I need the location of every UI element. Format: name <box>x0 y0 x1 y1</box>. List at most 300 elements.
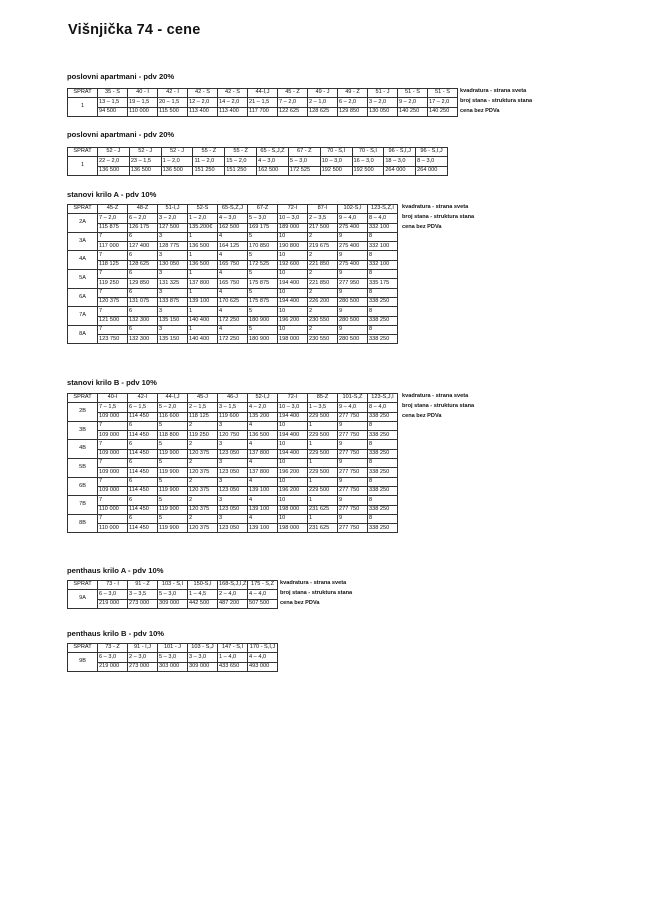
unit-type-header: 44-I,J <box>158 394 188 403</box>
price-cell: 120 375 <box>188 468 218 477</box>
unit-type-header: 65-S,Z,J <box>218 205 248 214</box>
price-cell: 136 500 <box>188 260 218 269</box>
unit-cell: 2 – 1,0 <box>308 98 338 107</box>
price-cell: 264 000 <box>416 166 448 175</box>
price-cell: 335 175 <box>368 279 398 288</box>
section-title: stanovi krilo B - pdv 10% <box>67 378 157 387</box>
unit-cell: 6 <box>128 459 158 468</box>
unit-cell: 2 <box>188 459 218 468</box>
unit-type-header: 70 - S,I <box>352 148 384 157</box>
unit-row <box>68 232 398 241</box>
price-cell: 442 500 <box>188 599 218 608</box>
price-cell: 115 500 <box>158 107 188 116</box>
unit-cell: 5 – 3,0 <box>158 590 188 599</box>
unit-cell: 4 <box>218 232 248 241</box>
unit-type-header: 170 - S,I,J <box>248 644 278 653</box>
unit-cell: 11 – 2,0 <box>193 157 225 166</box>
unit-cell: 21 – 1,5 <box>248 98 278 107</box>
unit-cell: 10 <box>278 307 308 316</box>
header-row <box>68 644 278 653</box>
unit-cell: 22 – 2,0 <box>98 157 130 166</box>
unit-cell: 4 <box>248 477 278 486</box>
unit-cell: 2 <box>188 440 218 449</box>
unit-row <box>68 288 398 297</box>
price-row <box>68 486 398 495</box>
header-row <box>68 394 398 403</box>
price-cell: 129 850 <box>128 279 158 288</box>
price-cell: 277 750 <box>338 468 368 477</box>
price-row <box>68 242 398 251</box>
price-cell: 123 050 <box>218 524 248 533</box>
price-cell: 338 250 <box>368 335 398 344</box>
unit-cell: 10 <box>278 477 308 486</box>
unit-cell: 8 <box>368 514 398 523</box>
price-cell: 140 400 <box>188 335 218 344</box>
unit-cell: 1 – 4,0 <box>218 653 248 662</box>
unit-cell: 7 <box>98 251 128 260</box>
unit-cell: 5 <box>158 421 188 430</box>
unit-cell: 5 – 2,0 <box>158 403 188 412</box>
price-cell: 136 500 <box>98 166 130 175</box>
unit-cell: 7 <box>98 477 128 486</box>
unit-row <box>68 496 398 505</box>
price-cell: 119 600 <box>218 412 248 421</box>
unit-type-header: 52-S <box>188 205 218 214</box>
unit-cell: 3 <box>158 288 188 297</box>
unit-cell: 4 <box>248 421 278 430</box>
unit-cell: 7 – 2,0 <box>278 98 308 107</box>
unit-row <box>68 653 278 662</box>
unit-cell: 1 <box>308 496 338 505</box>
unit-type-header: 85-Z <box>308 394 338 403</box>
unit-cell: 4 <box>218 270 248 279</box>
legend-line: broj stana - struktura stana <box>460 98 533 104</box>
price-cell: 221 850 <box>308 279 338 288</box>
price-cell: 119 900 <box>158 505 188 514</box>
unit-cell: 6 <box>128 232 158 241</box>
unit-cell: 6 – 1,5 <box>128 403 158 412</box>
price-cell: 132 300 <box>128 335 158 344</box>
unit-cell: 6 <box>128 496 158 505</box>
price-cell: 109 000 <box>98 431 128 440</box>
unit-cell: 23 – 1,5 <box>129 157 161 166</box>
unit-type-header: 103 - S,J <box>188 644 218 653</box>
section-title: penthaus krilo B - pdv 10% <box>67 629 165 638</box>
unit-cell: 7 – 2,0 <box>98 214 128 223</box>
unit-type-header: 91 - Z <box>128 581 158 590</box>
unit-cell: 10 <box>278 459 308 468</box>
unit-cell: 8 – 4,0 <box>368 214 398 223</box>
unit-cell: 20 – 1,5 <box>158 98 188 107</box>
price-cell: 229 500 <box>308 449 338 458</box>
unit-cell: 4 <box>248 496 278 505</box>
price-cell: 189 000 <box>278 223 308 232</box>
unit-cell: 2 – 3,5 <box>308 214 338 223</box>
legend-line: cena bez PDVa <box>280 600 320 606</box>
unit-cell: 10 <box>278 421 308 430</box>
unit-cell: 13 – 1,5 <box>98 98 128 107</box>
unit-cell: 4 <box>218 288 248 297</box>
price-cell: 221 850 <box>308 260 338 269</box>
unit-cell: 9 <box>338 307 368 316</box>
unit-cell: 10 <box>278 251 308 260</box>
unit-cell: 9 – 4,0 <box>338 403 368 412</box>
unit-cell: 12 – 2,0 <box>188 98 218 107</box>
price-cell: 120 375 <box>98 297 128 306</box>
price-cell: 194 400 <box>278 431 308 440</box>
price-cell: 123 050 <box>218 449 248 458</box>
price-cell: 140 250 <box>428 107 458 116</box>
price-cell: 123 050 <box>218 486 248 495</box>
unit-cell: 5 <box>158 440 188 449</box>
price-cell: 175 875 <box>248 297 278 306</box>
floor-header: SPRAT <box>68 89 98 98</box>
floor-label: 5A <box>68 270 98 289</box>
price-cell: 190 800 <box>278 242 308 251</box>
unit-type-header: 101 - J <box>158 644 188 653</box>
unit-type-header: 46-J <box>218 394 248 403</box>
unit-cell: 6 – 3,0 <box>98 590 128 599</box>
legend-line: kvadratura - strana sveta <box>402 204 469 210</box>
unit-cell: 7 <box>98 232 128 241</box>
price-cell: 139 100 <box>248 505 278 514</box>
legend-line: broj stana - struktura stana <box>402 403 475 409</box>
price-cell: 119 900 <box>158 486 188 495</box>
unit-cell: 10 <box>278 496 308 505</box>
unit-cell: 9 <box>338 270 368 279</box>
price-cell: 338 250 <box>368 449 398 458</box>
unit-type-header: 65 - S,J,Z <box>257 148 289 157</box>
unit-cell: 15 – 2,0 <box>225 157 257 166</box>
price-cell: 170 625 <box>218 297 248 306</box>
price-cell: 332 100 <box>368 242 398 251</box>
price-table <box>67 204 398 344</box>
unit-type-header: 35 - S <box>98 89 128 98</box>
price-cell: 119 900 <box>158 468 188 477</box>
page-title: Višnjička 74 - cene <box>68 22 201 38</box>
price-cell: 275 400 <box>338 260 368 269</box>
unit-cell: 2 <box>308 325 338 334</box>
price-cell: 120 375 <box>188 449 218 458</box>
price-cell: 109 000 <box>98 449 128 458</box>
unit-cell: 6 <box>128 288 158 297</box>
price-cell: 113 400 <box>188 107 218 116</box>
price-cell: 114 450 <box>128 486 158 495</box>
unit-cell: 17 – 2,0 <box>428 98 458 107</box>
unit-cell: 7 <box>98 307 128 316</box>
unit-type-header: 51-I,J <box>158 205 188 214</box>
price-cell: 117 700 <box>248 107 278 116</box>
price-cell: 277 750 <box>338 431 368 440</box>
price-cell: 172 250 <box>218 316 248 325</box>
unit-type-header: 52 - J <box>161 148 193 157</box>
price-cell: 114 450 <box>128 412 158 421</box>
unit-cell: 2 – 1,5 <box>188 403 218 412</box>
unit-cell: 8 <box>368 496 398 505</box>
unit-type-header: 49 - Z <box>338 89 368 98</box>
legend-line: kvadratura - strana sveta <box>460 88 527 94</box>
unit-row <box>68 157 448 166</box>
price-cell: 229 500 <box>308 412 338 421</box>
unit-cell: 10 <box>278 232 308 241</box>
unit-type-header: 40 - I <box>128 89 158 98</box>
unit-cell: 10 <box>278 514 308 523</box>
unit-cell: 1 <box>308 514 338 523</box>
price-row <box>68 223 398 232</box>
unit-cell: 16 – 3,0 <box>352 157 384 166</box>
unit-cell: 9 <box>338 440 368 449</box>
price-cell: 273 000 <box>128 599 158 608</box>
price-cell: 280 500 <box>338 335 368 344</box>
price-cell: 119 250 <box>188 431 218 440</box>
floor-label: 6A <box>68 288 98 307</box>
price-cell: 194 400 <box>278 279 308 288</box>
price-cell: 137 800 <box>248 449 278 458</box>
unit-type-header: 42-I <box>128 394 158 403</box>
unit-type-header: 73 - I <box>98 581 128 590</box>
price-cell: 169 175 <box>248 223 278 232</box>
price-cell: 487 200 <box>218 599 248 608</box>
price-table <box>67 580 278 609</box>
unit-cell: 3 <box>158 307 188 316</box>
unit-row <box>68 403 398 412</box>
price-cell: 119 900 <box>158 524 188 533</box>
unit-type-header: 96 - S,I,J <box>384 148 416 157</box>
unit-type-header: 55 - Z <box>193 148 225 157</box>
unit-cell: 1 <box>308 440 338 449</box>
unit-cell: 1 – 2,0 <box>161 157 193 166</box>
unit-cell: 7 <box>98 325 128 334</box>
unit-cell: 7 <box>98 514 128 523</box>
unit-cell: 3 – 2,0 <box>158 214 188 223</box>
floor-label: 1 <box>68 98 98 117</box>
unit-cell: 5 <box>158 496 188 505</box>
unit-cell: 9 <box>338 421 368 430</box>
price-row <box>68 412 398 421</box>
price-cell: 198 000 <box>278 524 308 533</box>
floor-label: 3B <box>68 421 98 440</box>
unit-row <box>68 459 398 468</box>
unit-cell: 5 – 3,0 <box>248 214 278 223</box>
price-cell: 172 525 <box>288 166 320 175</box>
unit-cell: 3 <box>218 514 248 523</box>
price-cell: 277 750 <box>338 412 368 421</box>
price-table <box>67 393 398 533</box>
unit-type-header: 87-I <box>308 205 338 214</box>
unit-cell: 8 <box>368 251 398 260</box>
header-row <box>68 148 448 157</box>
price-cell: 137 800 <box>248 468 278 477</box>
price-row <box>68 279 398 288</box>
floor-label: 4B <box>68 440 98 459</box>
unit-cell: 8 <box>368 307 398 316</box>
price-cell: 172 525 <box>248 260 278 269</box>
unit-type-header: 123-S,J,I <box>368 394 398 403</box>
unit-cell: 3 – 3,5 <box>128 590 158 599</box>
unit-cell: 5 <box>248 251 278 260</box>
price-table <box>67 88 458 117</box>
unit-cell: 5 <box>248 325 278 334</box>
price-cell: 165 750 <box>218 279 248 288</box>
price-row <box>68 431 398 440</box>
floor-label: 8B <box>68 514 98 533</box>
unit-cell: 3 <box>158 251 188 260</box>
price-cell: 130 050 <box>368 107 398 116</box>
price-cell: 128 625 <box>128 260 158 269</box>
unit-cell: 9 – 2,0 <box>398 98 428 107</box>
unit-row <box>68 214 398 223</box>
unit-cell: 5 <box>158 514 188 523</box>
unit-cell: 9 <box>338 288 368 297</box>
price-cell: 194 400 <box>278 297 308 306</box>
unit-cell: 7 <box>98 421 128 430</box>
price-cell: 229 500 <box>308 431 338 440</box>
price-cell: 136 500 <box>129 166 161 175</box>
price-cell: 128 625 <box>308 107 338 116</box>
unit-type-header: 45-J <box>188 394 218 403</box>
price-row <box>68 599 278 608</box>
price-cell: 133 875 <box>158 297 188 306</box>
unit-cell: 3 <box>218 459 248 468</box>
unit-type-header: 102-S,I <box>338 205 368 214</box>
price-cell: 135 150 <box>158 316 188 325</box>
price-row <box>68 316 398 325</box>
legend-line: broj stana - struktura stana <box>402 214 475 220</box>
price-cell: 332 100 <box>368 260 398 269</box>
price-row <box>68 449 398 458</box>
price-cell: 114 450 <box>128 431 158 440</box>
price-cell: 119 900 <box>158 449 188 458</box>
unit-cell: 9 <box>338 251 368 260</box>
price-cell: 338 250 <box>368 431 398 440</box>
price-cell: 338 250 <box>368 505 398 514</box>
section-title: penthaus krilo A - pdv 10% <box>67 566 164 575</box>
unit-type-header: 101-S,Z <box>338 394 368 403</box>
price-cell: 110 000 <box>128 107 158 116</box>
unit-type-header: 42 - S <box>188 89 218 98</box>
unit-row <box>68 307 398 316</box>
unit-type-header: 40-I <box>98 394 128 403</box>
price-cell: 277 750 <box>338 449 368 458</box>
unit-cell: 4 – 2,0 <box>248 403 278 412</box>
price-cell: 109 000 <box>98 486 128 495</box>
price-cell: 231 625 <box>308 505 338 514</box>
unit-type-header: 175 - S,Z <box>248 581 278 590</box>
price-cell: 277 950 <box>338 279 368 288</box>
price-row <box>68 297 398 306</box>
unit-cell: 6 <box>128 514 158 523</box>
price-cell: 309 000 <box>188 662 218 671</box>
price-cell: 230 550 <box>308 335 338 344</box>
unit-cell: 7 <box>98 459 128 468</box>
floor-label: 7B <box>68 496 98 515</box>
unit-cell: 3 – 3,0 <box>188 653 218 662</box>
unit-cell: 4 – 4,0 <box>248 653 278 662</box>
unit-row <box>68 590 278 599</box>
price-cell: 231 625 <box>308 524 338 533</box>
price-cell: 137 800 <box>188 279 218 288</box>
unit-cell: 10 <box>278 440 308 449</box>
price-cell: 507 500 <box>248 599 278 608</box>
table-legend <box>402 391 474 421</box>
unit-type-header: 91 - I,J <box>128 644 158 653</box>
unit-cell: 8 <box>368 325 398 334</box>
table-legend <box>280 578 352 608</box>
price-cell: 338 250 <box>368 297 398 306</box>
unit-type-header: 48-Z <box>128 205 158 214</box>
unit-cell: 2 – 4,0 <box>218 590 248 599</box>
header-row <box>68 581 278 590</box>
price-cell: 123 050 <box>218 505 248 514</box>
unit-cell: 10 – 3,0 <box>320 157 352 166</box>
unit-row <box>68 440 398 449</box>
unit-cell: 4 <box>248 514 278 523</box>
unit-cell: 8 <box>368 459 398 468</box>
price-cell: 338 250 <box>368 468 398 477</box>
unit-cell: 9 <box>338 325 368 334</box>
unit-cell: 9 – 4,0 <box>338 214 368 223</box>
price-cell: 109 000 <box>98 412 128 421</box>
price-cell: 433 650 <box>218 662 248 671</box>
price-cell: 117 000 <box>98 242 128 251</box>
unit-cell: 5 <box>158 459 188 468</box>
unit-cell: 4 <box>248 440 278 449</box>
unit-type-header: 123-S,Z,I <box>368 205 398 214</box>
unit-cell: 2 <box>188 496 218 505</box>
price-cell: 273 000 <box>128 662 158 671</box>
unit-type-header: 52 - J <box>98 148 130 157</box>
unit-cell: 1 <box>188 307 218 316</box>
unit-row <box>68 421 398 430</box>
unit-cell: 5 – 3,0 <box>158 653 188 662</box>
unit-cell: 9 <box>338 514 368 523</box>
price-cell: 118 125 <box>188 412 218 421</box>
unit-cell: 5 <box>248 288 278 297</box>
price-cell: 129 850 <box>338 107 368 116</box>
unit-cell: 6 – 2,0 <box>128 214 158 223</box>
price-cell: 120 375 <box>188 524 218 533</box>
price-cell: 219 675 <box>308 242 338 251</box>
legend-line: cena bez PDVa <box>460 108 500 114</box>
unit-cell: 9 <box>338 477 368 486</box>
unit-cell: 4 <box>218 325 248 334</box>
unit-cell: 10 <box>278 270 308 279</box>
unit-cell: 3 <box>218 496 248 505</box>
price-cell: 120 750 <box>218 431 248 440</box>
price-cell: 198 000 <box>278 335 308 344</box>
floor-label: 8A <box>68 325 98 344</box>
floor-label: 1 <box>68 157 98 176</box>
unit-cell: 3 <box>218 421 248 430</box>
price-cell: 130 050 <box>158 260 188 269</box>
price-cell: 229 500 <box>308 468 338 477</box>
unit-cell: 2 <box>308 288 338 297</box>
header-row <box>68 89 458 98</box>
price-cell: 135 200 <box>248 412 278 421</box>
price-cell: 110 000 <box>98 524 128 533</box>
price-cell: 114 450 <box>128 449 158 458</box>
unit-cell: 5 – 3,0 <box>288 157 320 166</box>
price-cell: 94 500 <box>98 107 128 116</box>
unit-type-header: 72-I <box>278 205 308 214</box>
unit-cell: 19 – 1,5 <box>128 98 158 107</box>
unit-cell: 3 – 2,0 <box>368 98 398 107</box>
unit-cell: 7 – 1,5 <box>98 403 128 412</box>
price-cell: 119 250 <box>98 279 128 288</box>
unit-cell: 9 <box>338 496 368 505</box>
price-cell: 135 150 <box>158 335 188 344</box>
unit-cell: 3 – 1,5 <box>218 403 248 412</box>
